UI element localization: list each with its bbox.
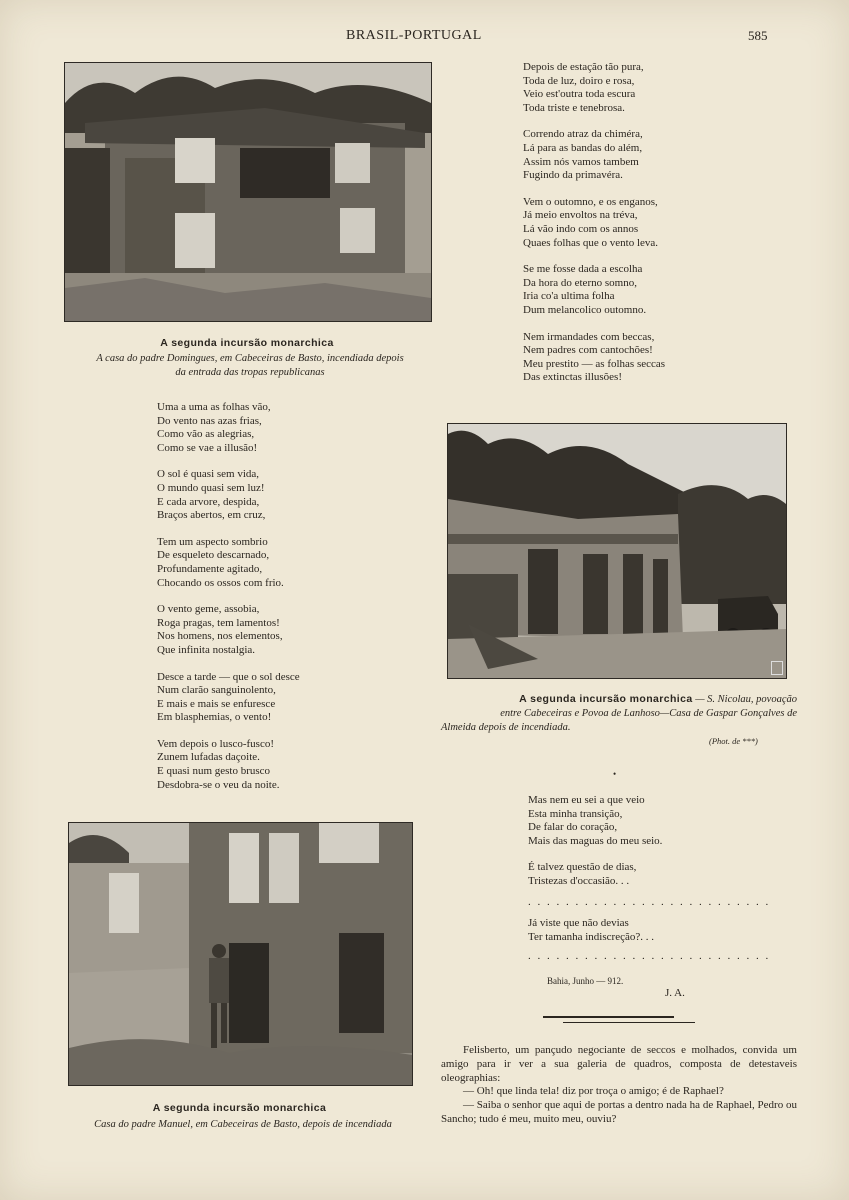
verse-line: Dum melancolico outomno. (523, 303, 647, 316)
figure-3-title: A segunda incursão monarchica (152, 1102, 327, 1114)
verse-line: Já meio envoltos na tréva, (523, 209, 638, 222)
verse-line: Braços abertos, em cruz, (157, 509, 266, 522)
stanza (528, 794, 662, 848)
verse-line: Uma a uma as folhas vão, (157, 401, 271, 413)
anecdote-dialogue: — Oh! que linda tela! diz por troça o amigo; é de Raphael? (463, 1085, 724, 1098)
verse-line: Vem o outomno, e os enganos, (523, 195, 658, 208)
figure-2-title: A segunda incursão monarchica (519, 693, 693, 705)
photographer-monogram (771, 661, 783, 675)
verse-line: O sol é quasi sem vida, (157, 468, 260, 481)
stanza (528, 861, 662, 888)
verse-line: Mas nem eu sei a que veio (528, 794, 645, 806)
verse-line: Toda de luz, doiro e rosa, (523, 74, 635, 87)
figure-2-caption-line: entre Cabeceiras e Povoa de Lanhoso—Casa de Gaspar Gonçalves de (500, 708, 797, 719)
anecdote-paragraph: Felisberto, um pançudo negociante de seccos e molhados, convida um amigo para ir ver a sua galeria de quadros, composta de detestaveis oleographias: (441, 1044, 797, 1084)
figure-1-caption-line: da entrada das tropas republicanas (175, 367, 325, 378)
figure-3-caption-line: Casa do padre Manuel, em Cabeceiras de Basto, depois de incendiada (94, 1119, 392, 1130)
verse-line: Da hora do eterno somno, (523, 276, 637, 289)
verse-line: Desdobra-se o veu da noite. (157, 778, 280, 791)
figure-2-caption-inline: — S. Nicolau, povoação (692, 694, 797, 705)
verse-line: De esqueleto descarnado, (157, 549, 270, 562)
verse-line: Meu prestito — as folhas seccas (523, 357, 666, 370)
journal-title: BRASIL-PORTUGAL (346, 28, 482, 43)
figure-1-title: A segunda incursão monarchica (160, 337, 334, 349)
verse-line: Toda triste e tenebrosa. (523, 101, 625, 114)
verse-line: E cada arvore, despida, (157, 495, 260, 508)
anecdote-dialogue: — Saiba o senhor que aqui de portas a dentro nada ha de Raphael, Pedro ou Sancho; tudo é meu, muito meu, ouviu? (441, 1099, 797, 1125)
verse-line: E quasi num gesto brusco (157, 765, 271, 778)
stanza (157, 738, 300, 792)
verse-line: Das extinctas illusões! (523, 371, 622, 384)
stanza (157, 536, 300, 590)
verse-line: De falar do coração, (528, 821, 618, 834)
ellipsis-line: . . . . . . . . . . . . . . . . . . . . . . . . . . (528, 950, 771, 962)
verse-line: Assim nós vamos tambem (523, 155, 639, 168)
stanza (523, 128, 665, 182)
verse-line: Já viste que não devias (528, 917, 629, 929)
verse-line: Zunem lufadas daçoite. (157, 751, 260, 764)
verse-line: Chocando os ossos com frio. (157, 576, 284, 589)
verse-line: Depois de estação tão pura, (523, 61, 644, 73)
photo-s-nicolau (447, 423, 787, 679)
verse-line: Num clarão sanguinolento, (157, 684, 276, 697)
stanza (523, 263, 665, 317)
verse-line: Tem um aspecto sombrio (157, 535, 268, 548)
poem-dateline: Bahia, Junho — 912. (547, 976, 624, 986)
author-initials: J. A. (665, 987, 685, 999)
verse-line: É talvez questão de dias, (528, 861, 637, 874)
figure-2-caption-line: Almeida depois de incendiada. (441, 722, 571, 733)
stanza (523, 196, 665, 250)
stanza (157, 468, 300, 522)
photo-credit: (Phot. de ***) (709, 736, 758, 746)
verse-line: Como vão as alegrias, (157, 428, 255, 441)
verse-line: Nos homens, nos elementos, (157, 630, 283, 643)
verse-line: Quaes folhas que o vento leva. (523, 236, 659, 249)
figure-2-caption (441, 692, 797, 735)
separator-rule (543, 1016, 674, 1018)
verse-line: Se me fosse dada a escolha (523, 263, 643, 276)
verse-line: Roga pragas, tem lamentos! (157, 616, 280, 629)
separator-rule (563, 1022, 695, 1023)
figure-1-caption (64, 352, 436, 380)
stanza (157, 401, 300, 455)
verse-line: Esta minha transição, (528, 807, 623, 820)
verse-line: Vem depois o lusco-fusco! (157, 737, 275, 750)
verse-line: Correndo atraz da chiméra, (523, 128, 643, 141)
verse-line: Como se vae a illusão! (157, 441, 258, 454)
poem-column-right (523, 61, 665, 398)
verse-line: Ter tamanha indiscreção?. . . (528, 930, 654, 943)
poem-column-bottom-2 (528, 917, 654, 944)
stanza (523, 61, 665, 115)
anecdote-text (441, 1044, 797, 1127)
verse-line: Nem padres com cantochões! (523, 344, 653, 357)
verse-line: Profundamente agitado, (157, 562, 263, 575)
verse-line: Mais das maguas do meu seio. (528, 834, 663, 847)
poem-column-bottom (528, 794, 662, 893)
verse-line: O vento geme, assobia, (157, 603, 260, 616)
figure-2-caption-first-line (441, 692, 797, 707)
stanza (157, 603, 300, 657)
verse-line: Desce a tarde — que o sol desce (157, 670, 300, 683)
photo-casa-padre-domingues (64, 62, 432, 322)
verse-line: Veio est'outra toda escura (523, 88, 636, 101)
photo-casa-padre-manuel (68, 822, 413, 1086)
verse-line: Do vento nas azas frias, (157, 414, 262, 427)
stanza (157, 671, 300, 725)
stanza (523, 331, 665, 385)
figure-1-caption-line: A casa do padre Domingues, em Cabeceiras de Basto, incendiada depois (96, 353, 404, 364)
verse-line: Nem irmandades com beccas, (523, 330, 655, 343)
verse-line: Tristezas d'occasião. . . (528, 874, 630, 887)
page-number: 585 (748, 28, 768, 43)
verse-line: Iria co'a ultima folha (523, 290, 615, 303)
running-head (0, 28, 849, 48)
ellipsis-line: . . . . . . . . . . . . . . . . . . . . . . . . . . (528, 896, 771, 908)
ornament-bullet: • (613, 769, 617, 779)
verse-line: Que infinita nostalgia. (157, 643, 256, 656)
figure-3-caption (60, 1118, 426, 1132)
verse-line: O mundo quasi sem luz! (157, 481, 265, 494)
verse-line: Em blasphemias, o vento! (157, 711, 272, 724)
verse-line: Fugindo da primavéra. (523, 169, 623, 182)
verse-line: Lá para as bandas do além, (523, 141, 643, 154)
verse-line: E mais e mais se enfuresce (157, 697, 276, 710)
verse-line: Lá vão indo com os annos (523, 222, 639, 235)
poem-column-left (157, 401, 300, 805)
